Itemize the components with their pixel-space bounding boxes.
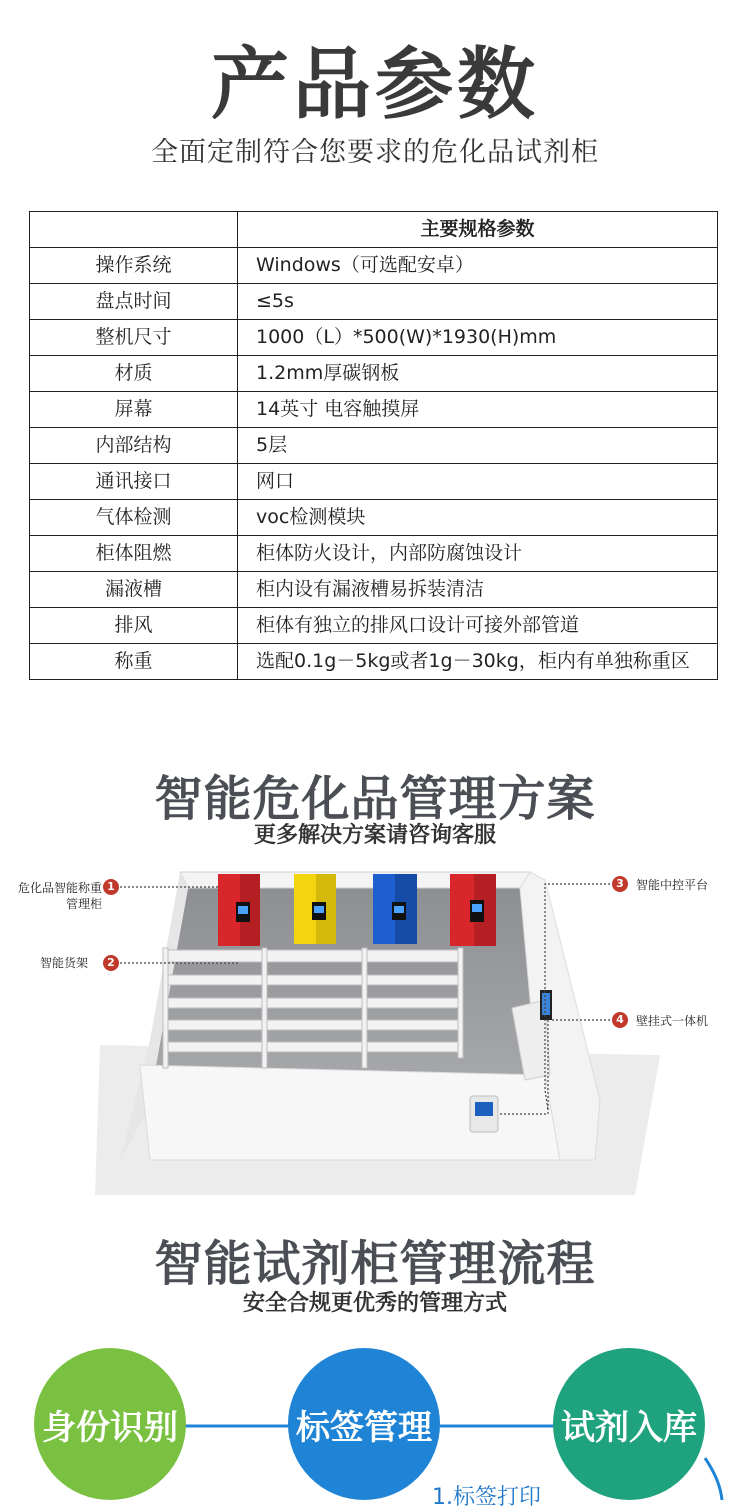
step-2-detail: 1.标签打印 bbox=[432, 1485, 541, 1510]
cabinet-blue bbox=[373, 874, 417, 944]
spec-key: 排风 bbox=[30, 608, 238, 644]
spec-value: Windows（可选配安卓） bbox=[238, 248, 718, 284]
wall-terminal bbox=[470, 1096, 498, 1132]
spec-key: 屏幕 bbox=[30, 392, 238, 428]
page-subtitle: 全面定制符合您要求的危化品试剂柜 bbox=[151, 137, 599, 168]
cabinet-yellow bbox=[294, 874, 336, 944]
spec-key: 漏液槽 bbox=[30, 572, 238, 608]
table-row bbox=[30, 464, 718, 500]
spec-value: 网口 bbox=[238, 464, 718, 500]
process-subtitle: 安全合规更优秀的管理方式 bbox=[242, 1291, 507, 1316]
spec-table bbox=[29, 211, 718, 680]
table-row bbox=[30, 644, 718, 680]
table-row bbox=[30, 608, 718, 644]
table-row bbox=[30, 428, 718, 464]
table-row bbox=[30, 248, 718, 284]
table-row bbox=[30, 536, 718, 572]
table-row bbox=[30, 284, 718, 320]
solution-title: 智能危化品管理方案 bbox=[154, 771, 596, 827]
step-label-mgmt bbox=[288, 1348, 440, 1500]
spec-value: 柜体防火设计，内部防腐蚀设计 bbox=[238, 536, 718, 572]
table-row bbox=[30, 356, 718, 392]
page-title: 产品参数 bbox=[210, 40, 539, 130]
spec-key: 整机尺寸 bbox=[30, 320, 238, 356]
spec-value: 1000（L）*500(W)*1930(H)mm bbox=[238, 320, 718, 356]
callout-1-line1: 危化品智能称重 bbox=[17, 881, 102, 895]
callout-1-line2: 管理柜 bbox=[65, 897, 102, 911]
callout-3-label: 智能中控平台 bbox=[636, 878, 709, 892]
spec-key: 柜体阻燃 bbox=[30, 536, 238, 572]
table-row bbox=[30, 392, 718, 428]
callout-2-badge: 2 bbox=[103, 955, 119, 971]
spec-key: 气体检测 bbox=[30, 500, 238, 536]
callout-4-label: 壁挂式一体机 bbox=[636, 1014, 709, 1028]
connector-3-next bbox=[705, 1458, 722, 1500]
table-row bbox=[30, 320, 718, 356]
spec-value: 柜体有独立的排风口设计可接外部管道 bbox=[238, 608, 718, 644]
callout-1-badge: 1 bbox=[103, 879, 119, 895]
table-header-row bbox=[30, 212, 718, 248]
step-identity-label: 身份识别 bbox=[42, 1407, 178, 1448]
spec-value: 5层 bbox=[238, 428, 718, 464]
callout-1-label bbox=[4, 880, 102, 912]
spec-value: ≤5s bbox=[238, 284, 718, 320]
spec-value: 14英寸 电容触摸屏 bbox=[238, 392, 718, 428]
step-identity bbox=[34, 1348, 186, 1500]
cabinet-red-2 bbox=[450, 874, 496, 946]
spec-key: 操作系统 bbox=[30, 248, 238, 284]
callout-4-badge: 4 bbox=[612, 1012, 628, 1028]
spec-value: 选配0.1g－5kg或者1g－30kg，柜内有单独称重区 bbox=[238, 644, 718, 680]
table-header-label: 主要规格参数 bbox=[238, 212, 718, 248]
step-storage bbox=[553, 1348, 705, 1500]
callout-3-badge: 3 bbox=[612, 876, 628, 892]
spec-value: 柜内设有漏液槽易拆装清洁 bbox=[238, 572, 718, 608]
spec-key: 盘点时间 bbox=[30, 284, 238, 320]
table-row bbox=[30, 572, 718, 608]
step-storage-label: 试剂入库 bbox=[561, 1407, 697, 1448]
spec-key: 通讯接口 bbox=[30, 464, 238, 500]
spec-key: 材质 bbox=[30, 356, 238, 392]
room-illustration bbox=[0, 860, 750, 1210]
spec-value: voc检测模块 bbox=[238, 500, 718, 536]
spec-value: 1.2mm厚碳钢板 bbox=[238, 356, 718, 392]
table-header-empty bbox=[30, 212, 238, 248]
solution-subtitle: 更多解决方案请咨询客服 bbox=[253, 823, 496, 848]
process-title: 智能试剂柜管理流程 bbox=[154, 1236, 596, 1292]
callout-2-label: 智能货架 bbox=[40, 956, 89, 970]
step-label-mgmt-label: 标签管理 bbox=[296, 1407, 432, 1448]
cabinet-red-1 bbox=[218, 874, 260, 946]
spec-key: 称重 bbox=[30, 644, 238, 680]
spec-key: 内部结构 bbox=[30, 428, 238, 464]
table-row bbox=[30, 500, 718, 536]
